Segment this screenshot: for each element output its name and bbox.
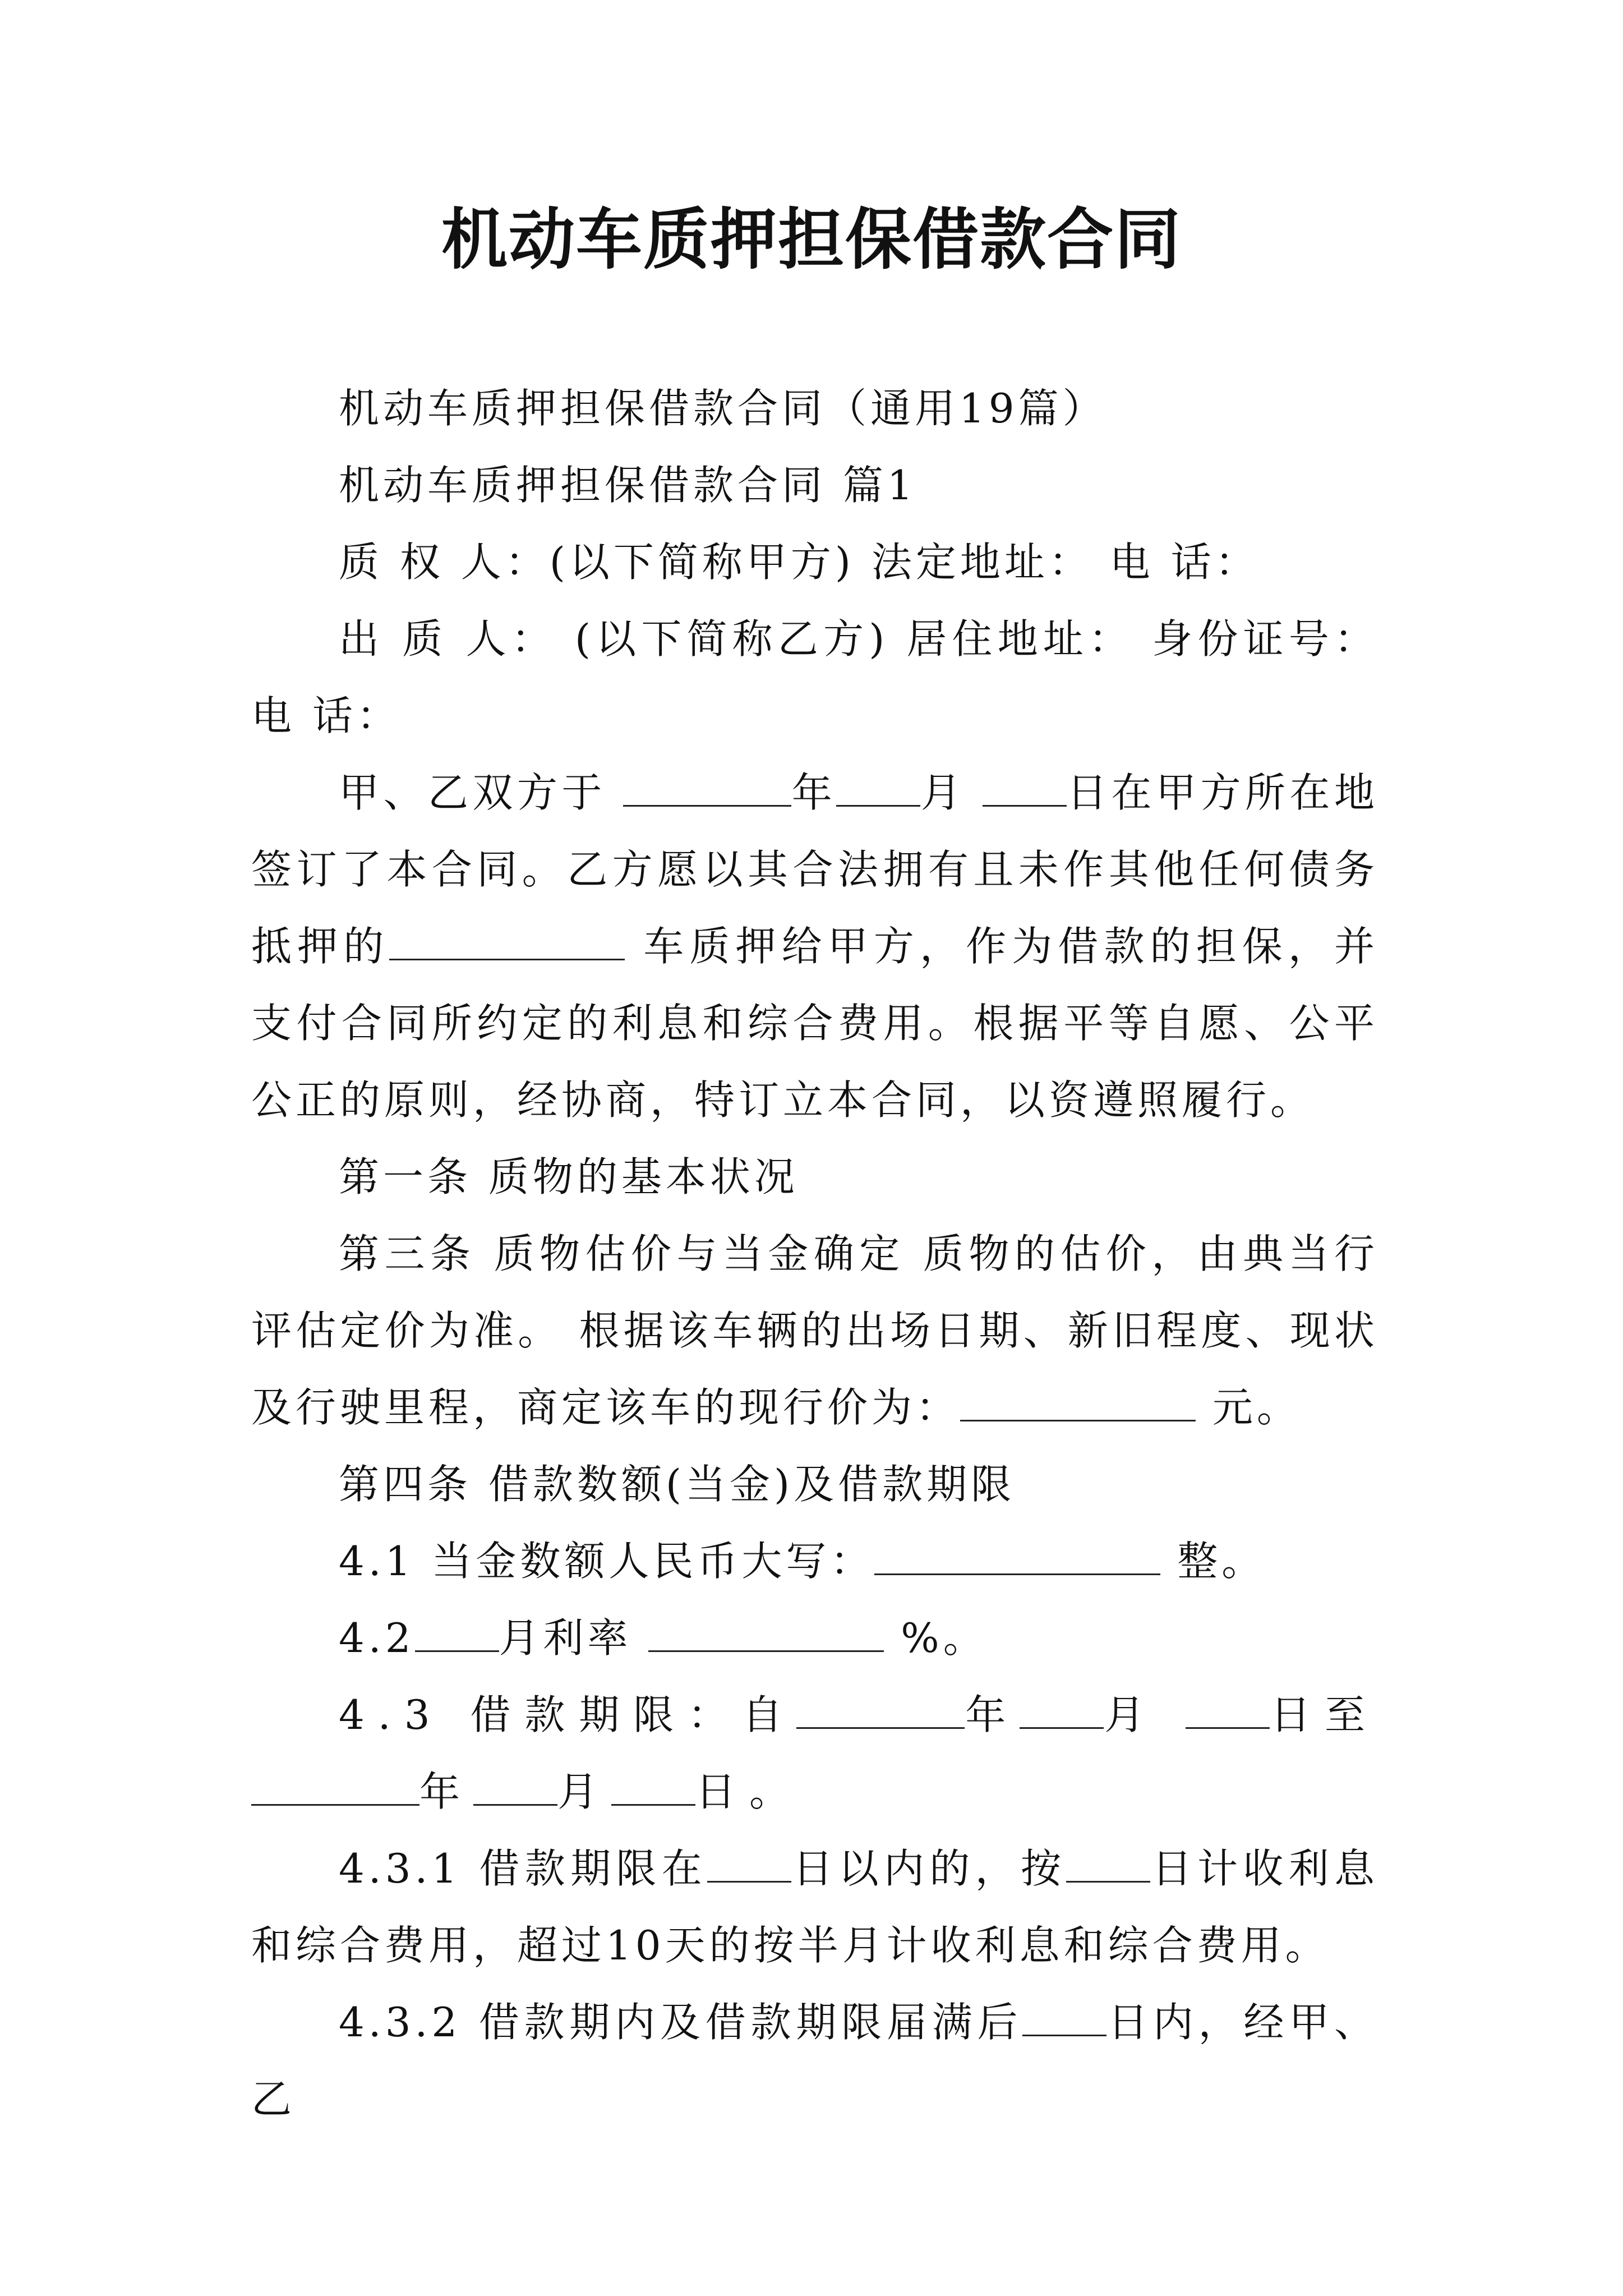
blank-day — [983, 766, 1067, 807]
blank-vehicle — [389, 919, 625, 960]
article-3-text-1: 第三条 质物估价与当金确定 质物的估价，由典当行评估定价为准。 根据该车辆的出场日期、新旧程度、现状及行驶里程，商定该车的现行价为： — [251, 1230, 1378, 1431]
clause-4-3-2-text-2: 日内，经甲、乙 — [251, 1999, 1378, 2123]
document-body — [251, 370, 1378, 2138]
clause-4-2 — [251, 1600, 1378, 1677]
clause-4-2-text-3: %。 — [884, 1614, 988, 1662]
blank-vehicle-price — [960, 1381, 1196, 1421]
clause-4-3-text-4: 日至 — [1270, 1691, 1378, 1738]
blank-days-after — [1022, 1995, 1106, 2036]
clause-4-2-text-2: 月利率 — [499, 1614, 649, 1662]
pledgor-line: 出 质 人： (以下简称乙方) 居住地址： 身份证号：电 话： — [251, 615, 1378, 739]
blank-rate-prefix — [415, 1611, 499, 1652]
section-heading: 机动车质押担保借款合同 篇1 — [339, 462, 917, 509]
article-3-paragraph — [251, 1216, 1378, 1446]
clause-4-3-1-text-2: 日以内的，按 — [791, 1845, 1067, 1892]
clause-4-3 — [251, 1677, 1378, 1830]
blank-end-day — [611, 1765, 695, 1806]
blank-year — [623, 766, 791, 807]
intro-text-4: 日在甲方所在地签订了本合同。乙方愿以其合法拥有且未作其他任何债务抵押的 — [251, 769, 1378, 970]
document-subtitle: 机动车质押担保借款合同（通用19篇） — [339, 385, 1107, 432]
clause-4-3-text-7: 日。 — [695, 1768, 804, 1815]
clause-4-1-text-2: 整。 — [1160, 1538, 1266, 1585]
article-4-heading: 第四条 借款数额(当金)及借款期限 — [339, 1461, 1016, 1508]
blank-days-limit — [707, 1842, 791, 1883]
pledgee-line: 质 权 人：(以下简称甲方) 法定地址： 电 话： — [339, 539, 1260, 586]
blank-start-month — [1020, 1688, 1104, 1729]
clause-4-1-text-1: 4.1 当金数额人民币大写： — [339, 1538, 875, 1585]
clause-4-3-1 — [251, 1830, 1378, 1984]
intro-text-1: 甲、乙双方于 — [339, 769, 624, 816]
clause-4-3-2 — [251, 1984, 1378, 2138]
blank-end-year — [251, 1765, 419, 1806]
blank-loan-amount — [874, 1534, 1160, 1575]
clause-4-3-text-1: 4.3 借款期限：自 — [339, 1691, 797, 1738]
intro-text-2: 年 — [791, 769, 837, 816]
clause-4-3-2-text-1: 4.3.2 借款期内及借款期限届满后 — [339, 1999, 1023, 2046]
clause-4-1 — [251, 1523, 1378, 1600]
clause-4-2-text-1: 4.2 — [339, 1614, 415, 1662]
blank-start-year — [796, 1688, 965, 1729]
blank-end-month — [473, 1765, 557, 1806]
intro-text-5: 车质押给甲方，作为借款的担保，并支付合同所约定的利息和综合费用。根据平等自愿、公平公正的原则，经协商，特订立本合同，以资遵照履行。 — [251, 923, 1378, 1124]
clause-4-3-text-6: 月 — [557, 1768, 612, 1815]
document-title: 机动车质押担保借款合同 — [441, 200, 1182, 278]
blank-monthly-rate — [648, 1611, 884, 1652]
blank-days-interest — [1066, 1842, 1150, 1883]
clause-4-3-1-text-1: 4.3.1 借款期限在 — [339, 1845, 708, 1892]
intro-text-3: 月 — [920, 769, 983, 816]
article-3-text-2: 元。 — [1196, 1384, 1301, 1431]
blank-start-day — [1186, 1688, 1270, 1729]
clause-4-3-text-5: 年 — [419, 1768, 474, 1815]
blank-month — [836, 766, 920, 807]
clause-4-3-1-text-3: 日计收利息和综合费用，超过10天的按半月计收利息和综合费用。 — [251, 1845, 1378, 1969]
clause-4-3-text-3: 月 — [1104, 1691, 1186, 1738]
intro-paragraph — [251, 754, 1378, 1139]
article-1-heading: 第一条 质物的基本状况 — [339, 1153, 799, 1200]
clause-4-3-text-2: 年 — [965, 1691, 1020, 1738]
